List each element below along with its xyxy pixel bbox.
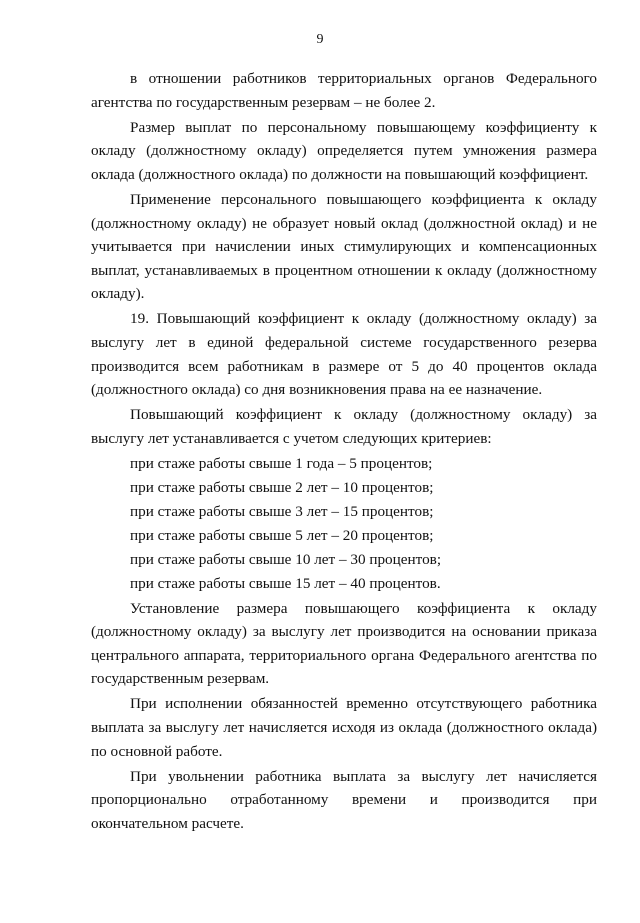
criteria-list: [91, 452, 597, 596]
document-body: [91, 67, 597, 837]
paragraph-temporary-duties: При исполнении обязанностей временно отсутствующего работника выплата за выслугу лет начисляется исходя из оклада (должностного оклада) по основной работе.: [91, 695, 597, 760]
criteria-item: при стаже работы свыше 5 лет – 20 процентов;: [130, 527, 434, 545]
criteria-item: при стаже работы свыше 10 лет – 30 процентов;: [130, 551, 442, 569]
criteria-item: при стаже работы свыше 15 лет – 40 процентов.: [130, 575, 441, 593]
paragraph-item-19: 19. Повышающий коэффициент к окладу (должностному окладу) за выслугу лет в единой федеральной системе государственного резерва производится всем работникам в размере от 5 до 40 процентов оклада (должностного оклада) со дня возникновения права на ее назначение.: [91, 310, 597, 399]
page-number: 9: [316, 32, 324, 47]
paragraph-order-basis: Установление размера повышающего коэффициента к окладу (должностному окладу) за выслугу лет производится на основании приказа центрального аппарата, территориального органа Федерального агентства по государственным резервам.: [91, 599, 597, 688]
criteria-item: при стаже работы свыше 3 лет – 15 процентов;: [130, 503, 434, 521]
paragraph-criteria-intro: Повышающий коэффициент к окладу (должностному окладу) за выслугу лет устанавливается с учетом следующих критериев:: [91, 406, 597, 447]
criteria-item: при стаже работы свыше 1 года – 5 процентов;: [130, 455, 433, 472]
paragraph-dismissal: При увольнении работника выплата за выслугу лет начисляется пропорционально отработанному времени и производится при окончательном расчете.: [91, 767, 597, 832]
paragraph-continuation: в отношении работников территориальных органов Федерального агентства по государственным резервам – не более 2.: [91, 70, 597, 111]
paragraph-payment-size: Размер выплат по персональному повышающему коэффициенту к окладу (должностному окладу) определяется путем умножения размера оклада (должностного оклада) по должности на повышающий коэффициент.: [91, 118, 597, 183]
paragraph-coefficient-application: Применение персонального повышающего коэффициента к окладу (должностному окладу) не образует новый оклад (должностной оклад) и не учитывается при начислении иных стимулирующих и компенсационных выплат, устанавливаемых в процентном отношении к окладу (должностному окладу).: [91, 190, 597, 303]
criteria-item: при стаже работы свыше 2 лет – 10 процентов;: [130, 479, 434, 497]
